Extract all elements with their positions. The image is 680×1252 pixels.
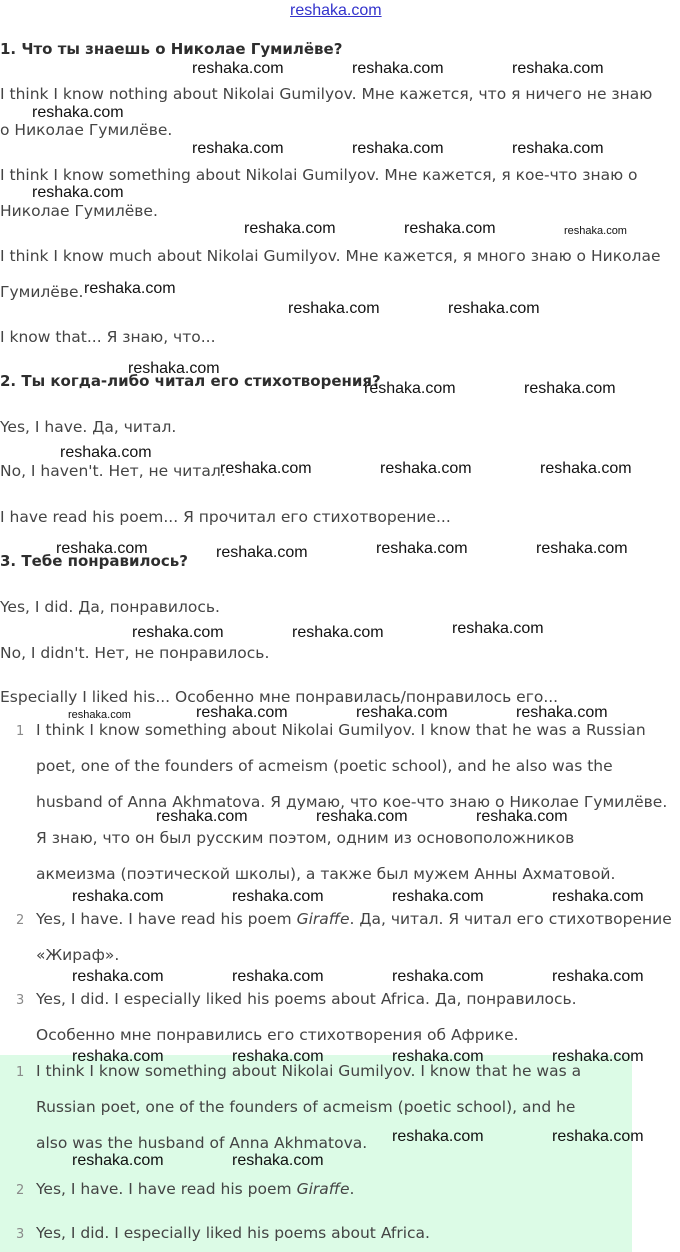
watermark: reshaka.com: [392, 968, 484, 985]
answer-1-line-2: poet, one of the founders of acmeism (poetic school), and he also was the: [36, 757, 613, 775]
watermark: reshaka.com: [352, 140, 444, 157]
watermark: reshaka.com: [564, 225, 627, 237]
watermark: reshaka.com: [72, 1048, 164, 1065]
watermark: reshaka.com: [392, 888, 484, 905]
answer-2-line-2: «Жираф».: [36, 946, 120, 964]
highlighted-answer-2-poem-title: Giraffe: [296, 1180, 350, 1198]
watermark: reshaka.com: [524, 380, 616, 397]
highlighted-answer-2-number: 2: [16, 1183, 25, 1198]
watermark: reshaka.com: [72, 888, 164, 905]
watermark: reshaka.com: [512, 140, 604, 157]
watermark: reshaka.com: [552, 968, 644, 985]
question-2-title: 2. Ты когда-либо читал его стихотворения?: [0, 372, 381, 390]
answer-3-line-2: Особенно мне понравились его стихотворения об Африке.: [36, 1026, 519, 1044]
watermark: reshaka.com: [220, 460, 312, 477]
watermark: reshaka.com: [536, 540, 628, 557]
q1-option-2-line-1: I think I know something about Nikolai Gumilyov. Мне кажется, я кое-что знаю о: [0, 166, 638, 184]
watermark: reshaka.com: [60, 444, 152, 461]
watermark: reshaka.com: [32, 184, 124, 201]
watermark: reshaka.com: [192, 140, 284, 157]
highlighted-answer-2-text-pre: Yes, I have. I have read his poem: [36, 1180, 297, 1198]
watermark: reshaka.com: [232, 1152, 324, 1169]
question-3-title: 3. Тебе понравилось?: [0, 552, 188, 570]
watermark: reshaka.com: [232, 888, 324, 905]
q1-option-1-line-2: о Николае Гумилёве.: [0, 121, 173, 139]
watermark: reshaka.com: [292, 624, 384, 641]
watermark: reshaka.com: [56, 540, 148, 557]
watermark: reshaka.com: [72, 968, 164, 985]
watermark: reshaka.com: [128, 360, 220, 377]
watermark: reshaka.com: [216, 544, 308, 561]
highlighted-answer-1-line-1: I think I know something about Nikolai Gumilyov. I know that he was a: [36, 1062, 582, 1080]
watermark: reshaka.com: [132, 624, 224, 641]
watermark: reshaka.com: [512, 60, 604, 77]
q1-option-1-line-1: I think I know nothing about Nikolai Gumilyov. Мне кажется, что я ничего не знаю: [0, 85, 653, 103]
q1-option-3-line-1: I think I know much about Nikolai Gumilyov. Мне кажется, я много знаю о Николае: [0, 247, 661, 265]
watermark: reshaka.com: [244, 220, 336, 237]
q3-option-2: No, I didn't. Нет, не понравилось.: [0, 644, 270, 662]
highlighted-answer-2-text-post: .: [349, 1180, 355, 1198]
answer-2-poem-title: Giraffe: [296, 910, 350, 928]
watermark: reshaka.com: [356, 704, 448, 721]
watermark: reshaka.com: [552, 1128, 644, 1145]
watermark: reshaka.com: [232, 968, 324, 985]
watermark: reshaka.com: [552, 1048, 644, 1065]
watermark: reshaka.com: [552, 888, 644, 905]
watermark: reshaka.com: [316, 808, 408, 825]
watermark: reshaka.com: [156, 808, 248, 825]
q1-option-2-line-2: Николае Гумилёве.: [0, 202, 158, 220]
highlighted-answer-3-number: 3: [16, 1227, 25, 1242]
q3-option-3: Especially I liked his... Особенно мне понравилась/понравилось его...: [0, 688, 559, 706]
watermark: reshaka.com: [288, 300, 380, 317]
q2-option-1: Yes, I have. Да, читал.: [0, 418, 177, 436]
q1-option-3-line-2: Гумилёве.: [0, 283, 84, 301]
site-link[interactable]: reshaka.com: [290, 2, 382, 19]
watermark: reshaka.com: [380, 460, 472, 477]
answer-2-number: 2: [16, 913, 25, 928]
highlighted-answer-1-number: 1: [16, 1065, 25, 1080]
q2-option-3: I have read his poem... Я прочитал его стихотворение...: [0, 508, 451, 526]
answer-1-line-4: Я знаю, что он был русским поэтом, одним из основоположников: [36, 829, 575, 847]
watermark: reshaka.com: [392, 1128, 484, 1145]
highlighted-answer-2-line-1: [36, 1180, 354, 1198]
watermark: reshaka.com: [452, 620, 544, 637]
answer-3-number: 3: [16, 993, 25, 1008]
watermark: reshaka.com: [404, 220, 496, 237]
watermark: reshaka.com: [196, 704, 288, 721]
watermark: reshaka.com: [448, 300, 540, 317]
answer-1-line-1: I think I know something about Nikolai Gumilyov. I know that he was a Russian: [36, 721, 646, 739]
watermark: reshaka.com: [32, 104, 124, 121]
highlighted-answer-1-line-2: Russian poet, one of the founders of acmeism (poetic school), and he: [36, 1098, 576, 1116]
answer-3-line-1: Yes, I did. I especially liked his poems about Africa. Да, понравилось.: [36, 990, 577, 1008]
answer-1-number: 1: [16, 724, 25, 739]
watermark: reshaka.com: [84, 280, 176, 297]
watermark: reshaka.com: [540, 460, 632, 477]
q2-option-2: No, I haven't. Нет, не читал.: [0, 462, 226, 480]
watermark: reshaka.com: [72, 1152, 164, 1169]
watermark: reshaka.com: [68, 709, 131, 721]
q1-option-4: I know that... Я знаю, что...: [0, 328, 216, 346]
watermark: reshaka.com: [516, 704, 608, 721]
highlighted-answer-1-line-3: also was the husband of Anna Akhmatova.: [36, 1134, 368, 1152]
question-1-title: 1. Что ты знаешь о Николае Гумилёве?: [0, 40, 343, 58]
watermark: reshaka.com: [232, 1048, 324, 1065]
highlighted-answer-3-line-1: Yes, I did. I especially liked his poems about Africa.: [36, 1224, 430, 1242]
watermark: reshaka.com: [364, 380, 456, 397]
answer-2-text-pre: Yes, I have. I have read his poem: [36, 910, 297, 928]
watermark: reshaka.com: [476, 808, 568, 825]
answer-2-line-1: [36, 910, 672, 928]
answer-1-line-3: husband of Anna Akhmatova. Я думаю, что кое-что знаю о Николае Гумилёве.: [36, 793, 668, 811]
q3-option-1: Yes, I did. Да, понравилось.: [0, 598, 220, 616]
answer-1-line-5: акмеизма (поэтической школы), а также был мужем Анны Ахматовой.: [36, 865, 616, 883]
watermark: reshaka.com: [392, 1048, 484, 1065]
answer-2-text-post: . Да, читал. Я читал его стихотворение: [349, 910, 672, 928]
watermark: reshaka.com: [192, 60, 284, 77]
watermark: reshaka.com: [352, 60, 444, 77]
watermark: reshaka.com: [376, 540, 468, 557]
